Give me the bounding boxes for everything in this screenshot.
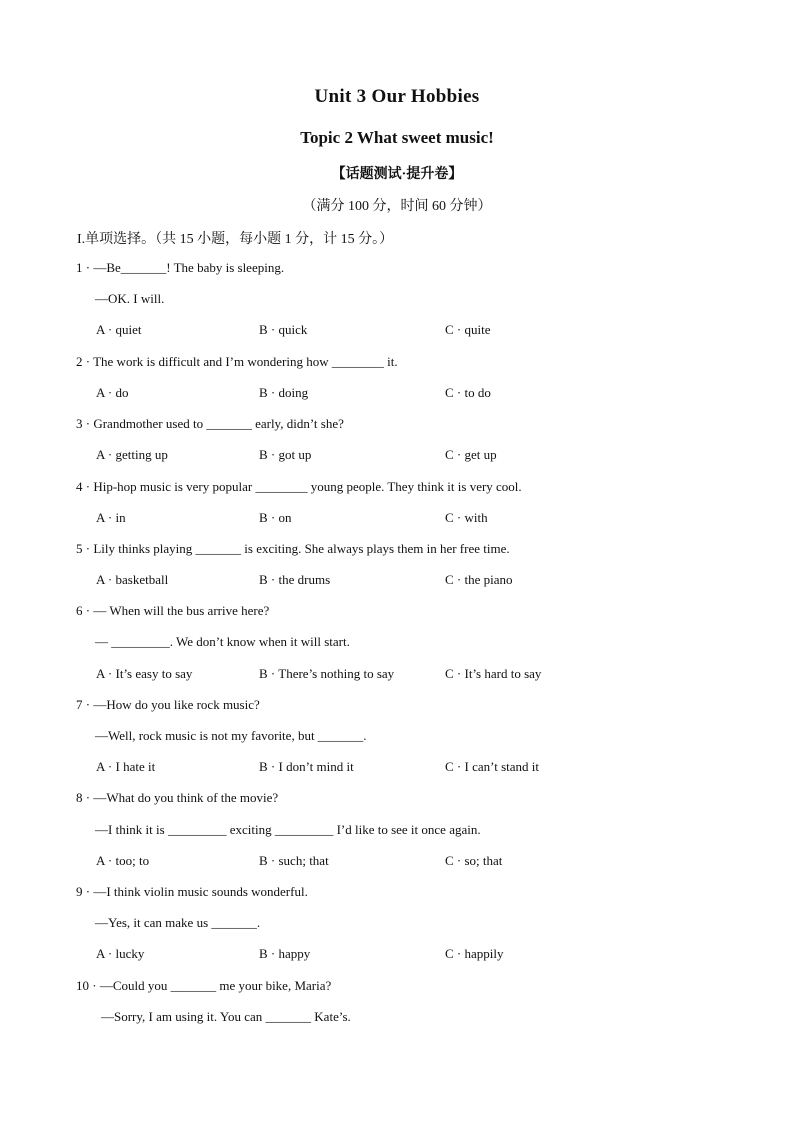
question-7-option-a: A · I hate it — [96, 759, 156, 774]
question-4-stem: 4 · Hip-hop music is very popular ________ young people. They think it is very cool. — [76, 479, 522, 494]
score-time-note: （满分 100 分，时间 60 分钟） — [302, 199, 492, 214]
question-9-stem: 9 · —I think violin music sounds wonderful. — [76, 884, 308, 899]
question-6-option-c: C · It’s hard to say — [445, 666, 542, 681]
test-label: 【话题测试·提升卷】 — [331, 167, 463, 182]
question-5-stem: 5 · Lily thinks playing _______ is exciting. She always plays them in her free time. — [76, 541, 510, 556]
question-10-reply: —Sorry, I am using it. You can _______ Kate’s. — [101, 1009, 351, 1024]
question-5-option-c: C · the piano — [445, 572, 513, 587]
section-title: I.单项选择。（共 15 小题，每小题 1 分，计 15 分。） — [77, 232, 394, 247]
question-5-option-a: A · basketball — [96, 572, 169, 587]
question-1-reply: —OK. I will. — [95, 291, 165, 306]
question-3-option-b: B · got up — [259, 447, 312, 462]
question-4-option-c: C · with — [445, 510, 488, 525]
question-1-stem: 1 · —Be_______! The baby is sleeping. — [76, 260, 285, 275]
question-2-stem: 2 · The work is difficult and I’m wondering how ________ it. — [76, 354, 398, 369]
question-6-reply: — _________. We don’t know when it will start. — [95, 634, 350, 649]
question-7-stem: 7 · —How do you like rock music? — [76, 697, 260, 712]
question-8-option-a: A · too; to — [96, 853, 150, 868]
question-9-option-a: A · lucky — [96, 946, 145, 961]
unit-title: Unit 3 Our Hobbies — [314, 86, 480, 107]
question-8-option-c: C · so; that — [445, 853, 503, 868]
question-4-option-b: B · on — [259, 510, 292, 525]
question-8-stem: 8 · —What do you think of the movie? — [76, 790, 279, 805]
question-6-option-b: B · There’s nothing to say — [259, 666, 395, 681]
question-7-option-b: B · I don’t mind it — [259, 759, 354, 774]
question-10-stem: 10 · —Could you _______ me your bike, Maria? — [76, 978, 332, 993]
question-2-option-b: B · doing — [259, 385, 309, 400]
question-5-option-b: B · the drums — [259, 572, 331, 587]
question-2-option-c: C · to do — [445, 385, 491, 400]
question-1-option-c: C · quite — [445, 322, 491, 337]
question-9-option-c: C · happily — [445, 946, 504, 961]
question-6-stem: 6 · — When will the bus arrive here? — [76, 603, 270, 618]
question-9-option-b: B · happy — [259, 946, 311, 961]
question-8-option-b: B · such; that — [259, 853, 329, 868]
question-3-stem: 3 · Grandmother used to _______ early, didn’t she? — [76, 416, 344, 431]
question-1-option-a: A · quiet — [96, 322, 142, 337]
question-2-option-a: A · do — [96, 385, 129, 400]
question-3-option-c: C · get up — [445, 447, 497, 462]
question-3-option-a: A · getting up — [96, 447, 168, 462]
question-8-reply: —I think it is _________ exciting _________ I’d like to see it once again. — [95, 822, 481, 837]
question-6-option-a: A · It’s easy to say — [96, 666, 193, 681]
question-7-option-c: C · I can’t stand it — [445, 759, 539, 774]
question-9-reply: —Yes, it can make us _______. — [95, 915, 261, 930]
question-7-reply: —Well, rock music is not my favorite, but _______. — [95, 728, 367, 743]
question-1-option-b: B · quick — [259, 322, 308, 337]
question-4-option-a: A · in — [96, 510, 126, 525]
topic-title: Topic 2 What sweet music! — [300, 128, 494, 147]
